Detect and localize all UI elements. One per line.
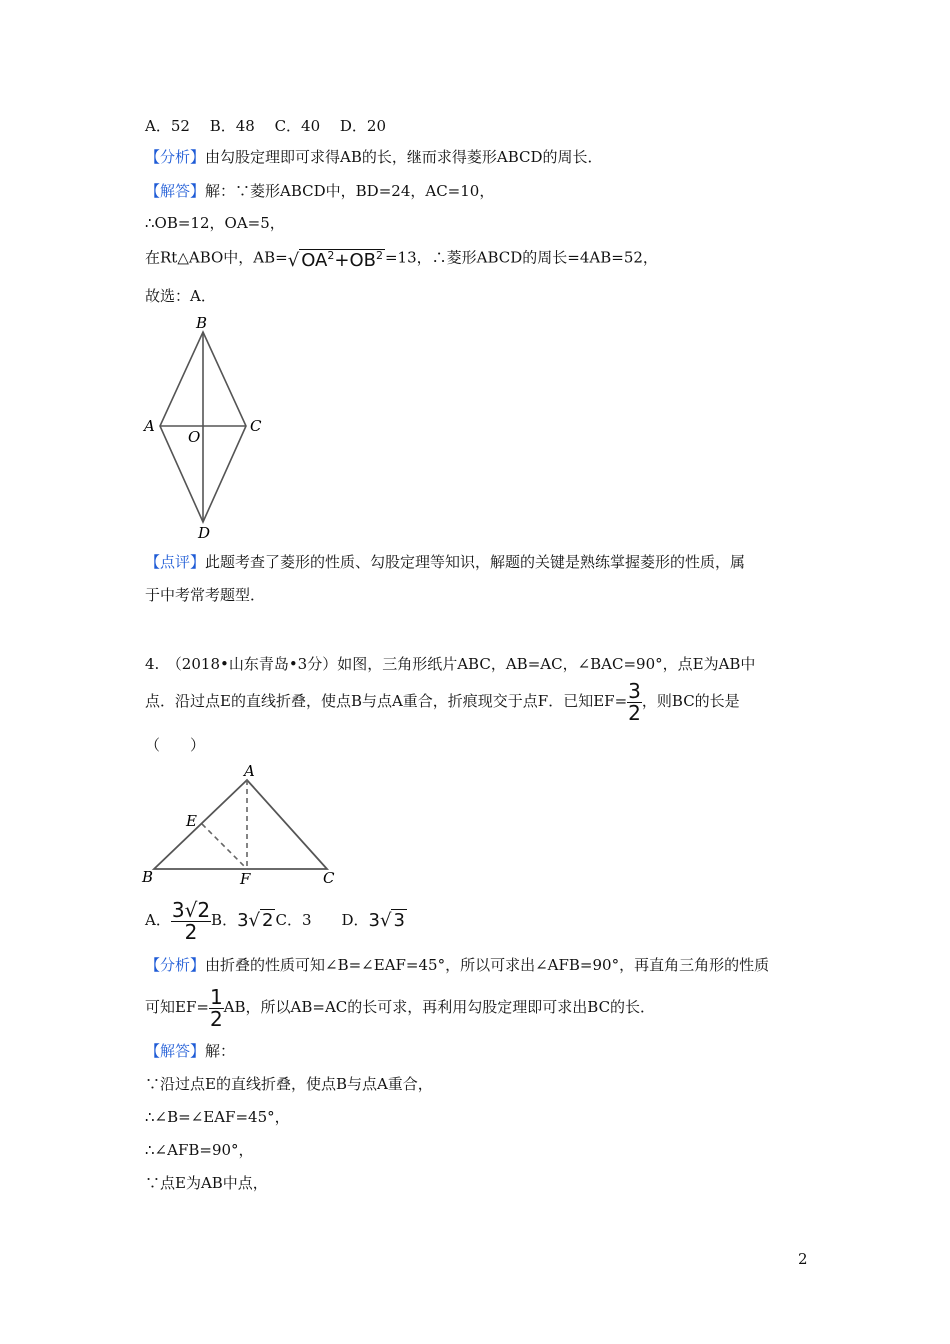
solution-tag: 【解答】 xyxy=(145,182,206,200)
numerator: 3 xyxy=(628,678,641,703)
numerator: 1 xyxy=(209,984,223,1009)
label-e: E xyxy=(186,812,197,830)
q4-solution-3: ∴∠AFB=90°， xyxy=(145,1141,254,1159)
q4-options xyxy=(145,896,407,944)
fold-line-ef xyxy=(202,824,247,869)
q4-analysis-1 xyxy=(145,954,769,976)
analysis-tag: 【分析】 xyxy=(145,956,206,974)
rad-term: OA xyxy=(301,250,328,271)
solution-tag: 【解答】 xyxy=(145,1042,206,1060)
q4-stem-2 xyxy=(145,678,740,725)
stem-text: ，则BC的长是 xyxy=(641,692,740,710)
radicand: 2 xyxy=(262,910,274,931)
rhombus-figure xyxy=(140,310,270,545)
q4-solution-0 xyxy=(145,1040,235,1062)
q4-stem-1: 4. （2018•山东青岛•3分）如图，三角形纸片ABC，AB=AC，∠BAC=90°，点E为AB中 xyxy=(145,655,756,673)
q3-options: A．52 B．48 C．40 D．20 xyxy=(145,117,387,135)
fraction-three-halves xyxy=(627,678,642,725)
q3-solution-4: 故选：A． xyxy=(145,287,216,305)
coefficient: 3 xyxy=(237,910,249,931)
option-b-value: 3√ 2 xyxy=(237,910,274,931)
q4-solution-4: ∵点E为AB中点， xyxy=(145,1174,268,1192)
triangle-figure xyxy=(140,760,345,890)
radicand: 3 xyxy=(393,910,405,931)
coefficient: 3 xyxy=(368,910,380,931)
q3-solution-3 xyxy=(145,245,658,272)
exponent: 2 xyxy=(327,249,335,262)
q3-comment-2: 于中考常考题型． xyxy=(145,586,266,604)
comment-tag: 【点评】 xyxy=(145,553,206,571)
analysis-tag: 【分析】 xyxy=(145,148,206,166)
label-a: A xyxy=(244,762,255,780)
denominator: 2 xyxy=(184,919,198,944)
q3-comment-1 xyxy=(145,551,745,573)
label-b: B xyxy=(142,868,154,886)
stem-text: 点．沿过点E的直线折叠，使点B与点A重合，折痕现交于点F．已知EF= xyxy=(145,692,628,710)
q3-solution-2: ∴OB=12，OA=5， xyxy=(145,214,285,232)
fraction-one-half xyxy=(209,984,224,1031)
page-number: 2 xyxy=(798,1250,808,1268)
option-d-value: 3√ 3 xyxy=(368,910,405,931)
rad-term: +OB xyxy=(334,250,376,271)
sqrt-expression: √ $OA^2+OB^2$ xyxy=(287,249,383,271)
denominator: 2 xyxy=(209,1006,223,1031)
solution-text: 解：∵菱形ABCD中，BD=24，AC=10， xyxy=(205,182,495,200)
solution-text: 解： xyxy=(205,1042,236,1060)
option-a-label: A． xyxy=(145,911,171,929)
comment-text: 此题考查了菱形的性质、勾股定理等知识，解题的关键是熟练掌握菱形的性质，属 xyxy=(205,553,746,571)
label-o: O xyxy=(188,428,201,446)
analysis-text: AB，所以AB=AC的长可求，再利用勾股定理即可求出BC的长． xyxy=(223,998,656,1016)
label-b: B xyxy=(196,314,208,332)
label-f: F xyxy=(240,870,251,888)
q4-stem-3: （ ） xyxy=(145,736,206,754)
q4-analysis-2 xyxy=(145,984,655,1030)
analysis-text: 由勾股定理即可求得AB的长，继而求得菱形ABCD的周长． xyxy=(205,148,603,166)
exponent: 2 xyxy=(375,249,383,262)
analysis-text: 可知EF= xyxy=(145,998,209,1016)
triangle-abc xyxy=(154,780,327,869)
label-d: D xyxy=(198,524,211,542)
label-c: C xyxy=(250,417,262,435)
q4-solution-2: ∴∠B=∠EAF=45°， xyxy=(145,1108,290,1126)
label-c: C xyxy=(323,869,335,887)
numerator: 3√2 xyxy=(171,897,211,922)
solution-text: =13，∴菱形ABCD的周长=4AB=52， xyxy=(384,248,658,267)
option-b-label: B． xyxy=(211,911,238,929)
denominator: 2 xyxy=(628,700,641,725)
q4-solution-1: ∵沿过点E的直线折叠，使点B与点A重合， xyxy=(145,1075,433,1093)
q3-solution-1 xyxy=(145,180,494,202)
option-a-fraction xyxy=(171,897,211,944)
option-c-d-labels: C．3 D． xyxy=(275,911,369,929)
q3-analysis xyxy=(145,146,603,168)
solution-text: 在Rt△ABO中，AB= xyxy=(145,248,288,267)
analysis-text: 由折叠的性质可知∠B=∠EAF=45°，所以可求出∠AFB=90°，再直角三角形的性质 xyxy=(205,956,770,974)
label-a: A xyxy=(144,417,155,435)
